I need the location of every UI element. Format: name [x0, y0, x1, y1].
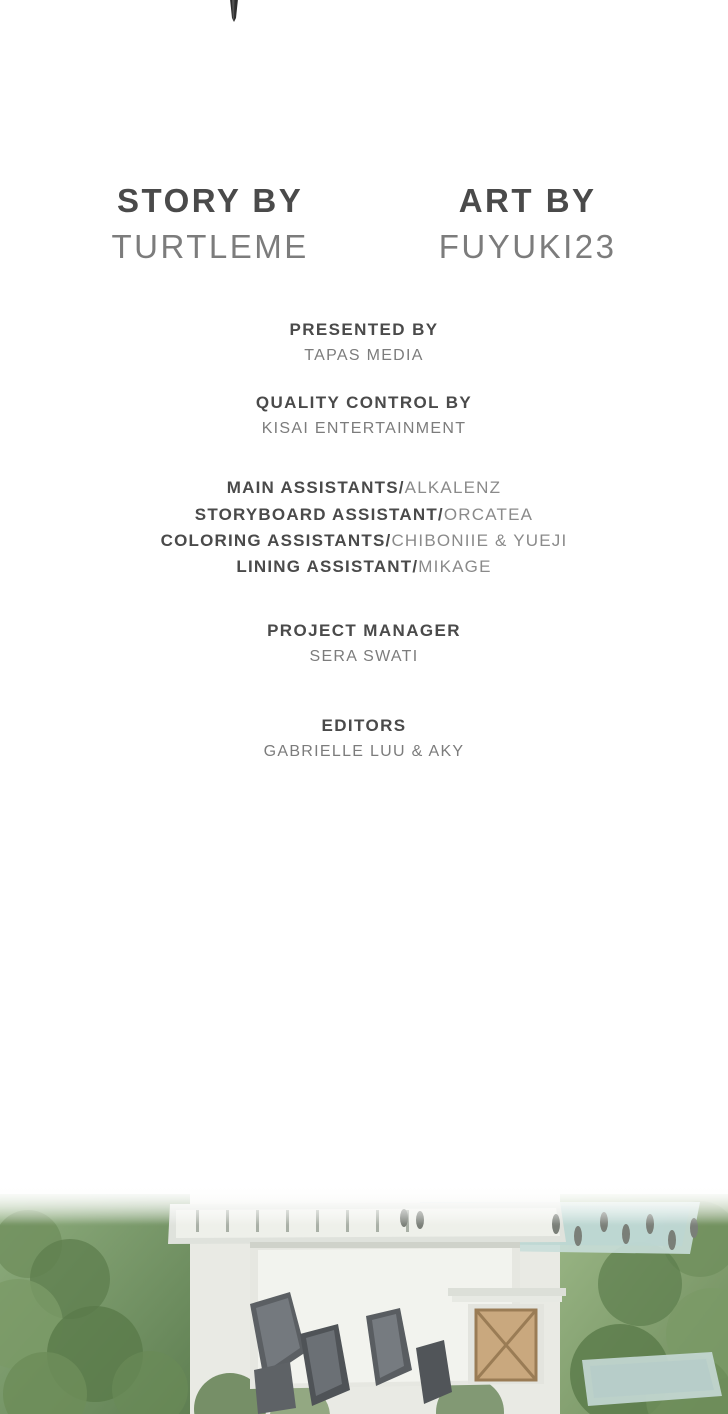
assistant-line-storyboard — [0, 502, 728, 528]
credit-value: KISAI ENTERTAINMENT — [261, 419, 467, 437]
assistant-line-lining — [0, 554, 728, 580]
assistants-block — [0, 475, 728, 580]
byline-name: TURTLEME — [111, 228, 309, 266]
byline-name: FUYUKI23 — [438, 228, 617, 266]
artwork-fade-overlay — [0, 1184, 728, 1224]
assistant-role: COLORING ASSISTANTS/ — [160, 531, 392, 551]
byline-row — [0, 180, 728, 270]
credit-heading: EDITORS — [321, 715, 407, 735]
credit-heading: PROJECT MANAGER — [267, 620, 461, 640]
credits-spacer — [0, 690, 728, 712]
assistant-names: ORCATEA — [443, 504, 534, 524]
assistant-line-coloring — [0, 528, 728, 554]
credit-heading: QUALITY CONTROL BY — [255, 392, 473, 412]
assistant-role: MAIN ASSISTANTS/ — [226, 478, 405, 498]
credit-heading: PRESENTED BY — [289, 319, 439, 339]
credit-block-quality-control — [0, 389, 728, 442]
assistant-names: ALKALENZ — [404, 478, 502, 498]
byline-story — [112, 180, 309, 270]
bottom-artwork — [0, 1184, 728, 1414]
byline-art — [439, 180, 617, 270]
credit-block-editors — [0, 712, 728, 765]
assistant-role: STORYBOARD ASSISTANT/ — [194, 504, 444, 524]
assistant-names: CHIBONIIE & YUEJI — [391, 531, 568, 551]
sword-icon — [198, 0, 270, 72]
assistant-line-main — [0, 475, 728, 501]
byline-role: STORY BY — [117, 182, 304, 219]
credit-value: GABRIELLE LUU & AKY — [263, 742, 465, 760]
credits-section — [0, 180, 728, 784]
title-logo-swirl — [480, 0, 660, 16]
credit-value: TAPAS MEDIA — [304, 346, 424, 364]
credit-value: SERA SWATI — [309, 647, 419, 665]
credit-block-presented-by — [0, 316, 728, 369]
credit-block-project-manager — [0, 617, 728, 670]
assistant-names: MIKAGE — [418, 557, 492, 577]
top-artwork — [0, 0, 728, 130]
byline-role: ART BY — [458, 182, 597, 219]
assistant-role: LINING ASSISTANT/ — [236, 557, 419, 577]
